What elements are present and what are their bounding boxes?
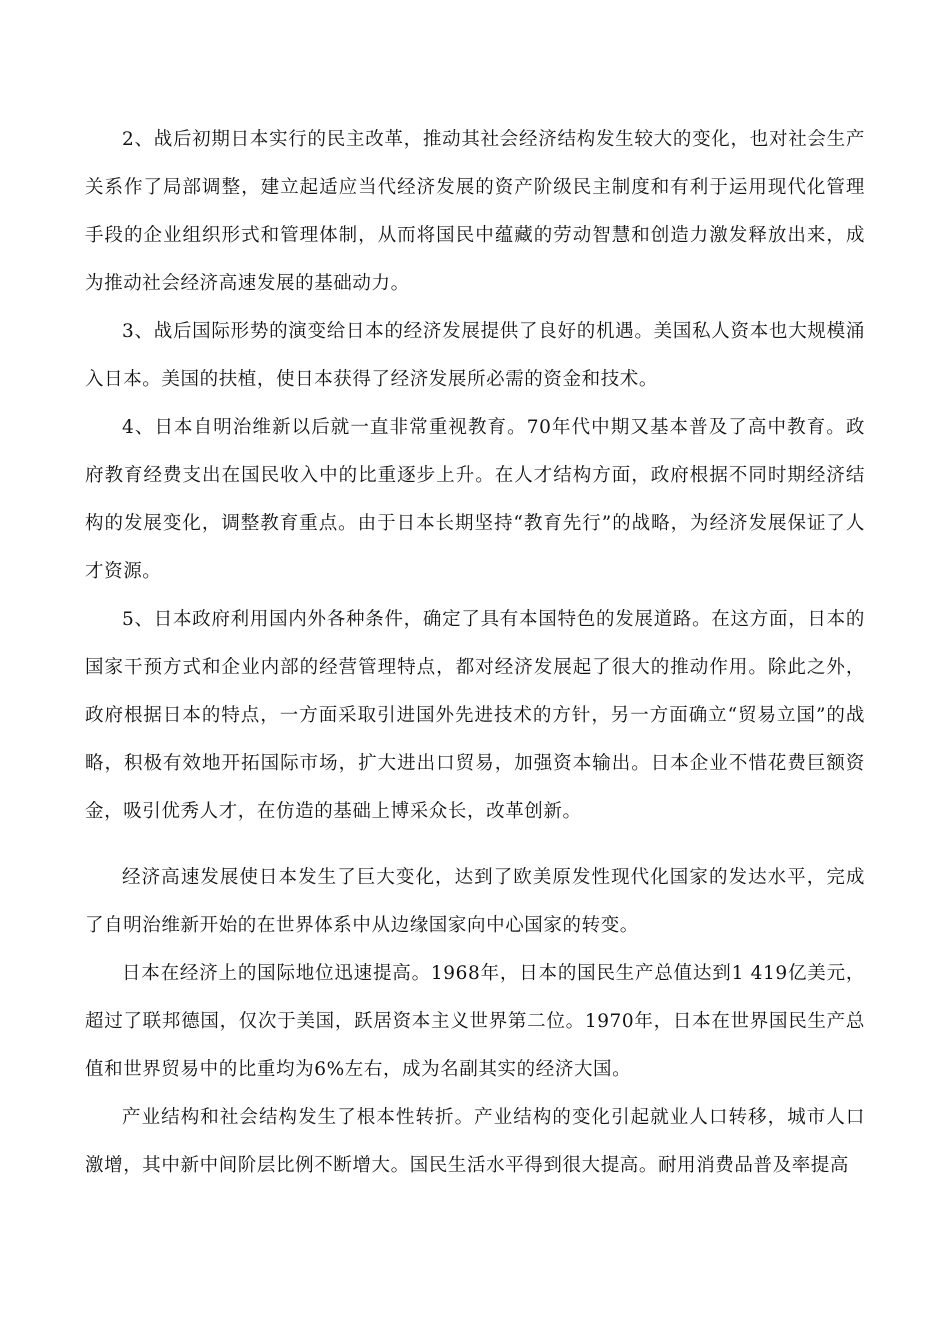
paragraph-structure-change: 产业结构和社会结构发生了根本性转折。产业结构的变化引起就业人口转移，城市人口激增，其中新中间阶层比例不断增大。国民生活水平得到很大提高。耐用消费品普及率提高 bbox=[85, 1107, 865, 1176]
paragraph-education: 4、日本自明治维新以后就一直非常重视教育。70年代中期又基本普及了高中教育。政府教育经费支出在国民收入中的比重逐步上升。在人才结构方面，政府根据不同时期经济结构的发展变化，调整教育重点。由于日本长期坚持“教育先行”的战略，为经济发展保证了人才资源。 bbox=[85, 417, 865, 582]
paragraph-reform: 2、战后初期日本实行的民主改革，推动其社会经济结构发生较大的变化，也对社会生产关系作了局部调整，建立起适应当代经济发展的资产阶级民主制度和有利于运用现代化管理手段的企业组织形式和管理体制，从而将国民中蕴藏的劳动智慧和创造力激发释放出来，成为推动社会经济高速发展的基础动力。 bbox=[85, 129, 865, 294]
paragraph-great-change: 经济高速发展使日本发生了巨大变化，达到了欧美原发性现代化国家的发达水平，完成了自明治维新开始的在世界体系中从边缘国家向中心国家的转变。 bbox=[85, 867, 865, 936]
paragraph-gap bbox=[85, 836, 865, 854]
paragraph-international-status: 日本在经济上的国际地位迅速提高。1968年，日本的国民生产总值达到1 419亿美元，超过了联邦德国，仅次于美国，跃居资本主义世界第二位。1970年，日本在世界国民生产总值和世界贸易中的比重均为6%左右，成为名副其实的经济大国。 bbox=[85, 963, 865, 1080]
paragraph-international-situation: 3、战后国际形势的演变给日本的经济发展提供了良好的机遇。美国私人资本也大规模涌入日本。美国的扶植，使日本获得了经济发展所必需的资金和技术。 bbox=[85, 321, 865, 390]
paragraph-development-path: 5、日本政府利用国内外各种条件，确定了具有本国特色的发展道路。在这方面，日本的国家干预方式和企业内部的经营管理特点，都对经济发展起了很大的推动作用。除此之外，政府根据日本的特点，一方面采取引进国外先进技术的方针，另一方面确立“贸易立国”的战略，积极有效地开拓国际市场，扩大进出口贸易，加强资本输出。日本企业不惜花费巨额资金，吸引优秀人才，在仿造的基础上博采众长，改革创新。 bbox=[85, 609, 865, 822]
document-page bbox=[85, 116, 865, 1190]
